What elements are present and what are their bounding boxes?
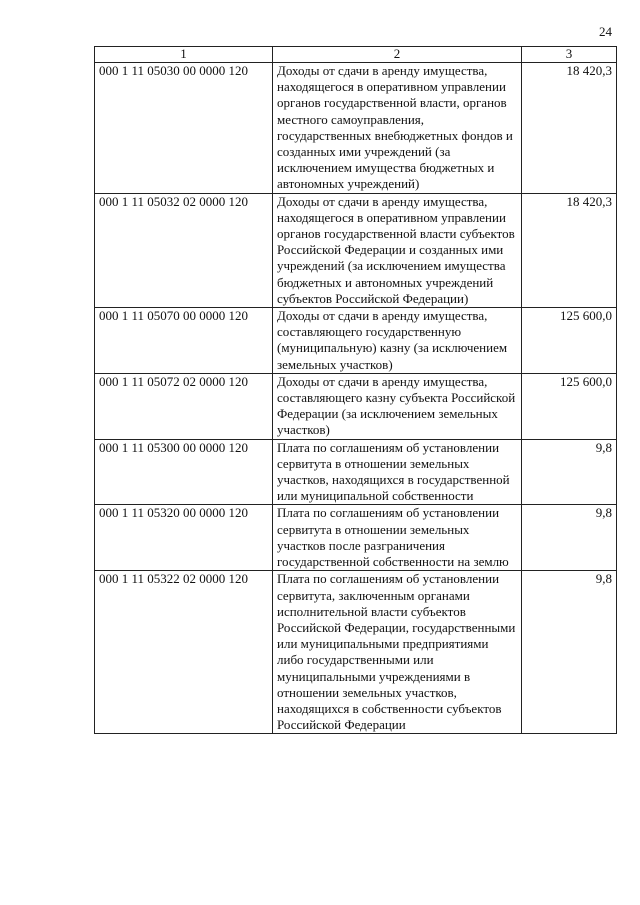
revenue-amount: 125 600,0 bbox=[522, 308, 617, 374]
table-row bbox=[95, 193, 617, 307]
budget-code: 000 1 11 05300 00 0000 120 bbox=[95, 439, 273, 505]
budget-code: 000 1 11 05072 02 0000 120 bbox=[95, 373, 273, 439]
revenue-amount: 125 600,0 bbox=[522, 373, 617, 439]
budget-code: 000 1 11 05070 00 0000 120 bbox=[95, 308, 273, 374]
page-number: 24 bbox=[599, 24, 612, 39]
revenue-amount: 18 420,3 bbox=[522, 193, 617, 307]
table-row bbox=[95, 439, 617, 505]
column-header-2: 2 bbox=[273, 47, 522, 63]
revenue-description: Доходы от сдачи в аренду имущества, находящегося в оперативном управлении органов государственной власти субъектов Российской Федерации и созданных ими учреждений (за исключением имущества бюджетных и автономных учреждений субъектов Российской Федерации) bbox=[273, 193, 522, 307]
revenue-description: Плата по соглашениям об установлении сервитута в отношении земельных участков после разграничения государственной собственности на землю bbox=[273, 505, 522, 571]
column-header-1: 1 bbox=[95, 47, 273, 63]
budget-code: 000 1 11 05032 02 0000 120 bbox=[95, 193, 273, 307]
table-row bbox=[95, 63, 617, 194]
revenue-amount: 9,8 bbox=[522, 571, 617, 734]
table-row bbox=[95, 373, 617, 439]
budget-code: 000 1 11 05320 00 0000 120 bbox=[95, 505, 273, 571]
revenue-description: Плата по соглашениям об установлении сервитута, заключенным органами исполнительной власти субъектов Российской Федерации, государственными или муниципальными предприятиями либо государственными или муниципальными учреждениями в отношении земельных участков, находящихся в собственности субъектов Российской Федерации bbox=[273, 571, 522, 734]
column-header-3: 3 bbox=[522, 47, 617, 63]
revenue-amount: 18 420,3 bbox=[522, 63, 617, 194]
table-row bbox=[95, 571, 617, 734]
revenue-description: Плата по соглашениям об установлении сервитута в отношении земельных участков, находящихся в государственной или муниципальной собственности bbox=[273, 439, 522, 505]
table-row bbox=[95, 505, 617, 571]
budget-code: 000 1 11 05322 02 0000 120 bbox=[95, 571, 273, 734]
revenue-description: Доходы от сдачи в аренду имущества, составляющего государственную (муниципальную) казну (за исключением земельных участков) bbox=[273, 308, 522, 374]
revenue-description: Доходы от сдачи в аренду имущества, составляющего казну субъекта Российской Федерации (за исключением земельных участков) bbox=[273, 373, 522, 439]
revenue-table bbox=[94, 46, 617, 734]
table-header-row bbox=[95, 47, 617, 63]
revenue-amount: 9,8 bbox=[522, 439, 617, 505]
revenue-amount: 9,8 bbox=[522, 505, 617, 571]
revenue-description: Доходы от сдачи в аренду имущества, находящегося в оперативном управлении органов государственной власти, органов местного самоуправления, государственных внебюджетных фондов и созданных ими учреждений (за исключением имущества бюджетных и автономных учреждений) bbox=[273, 63, 522, 194]
budget-code: 000 1 11 05030 00 0000 120 bbox=[95, 63, 273, 194]
table-row bbox=[95, 308, 617, 374]
